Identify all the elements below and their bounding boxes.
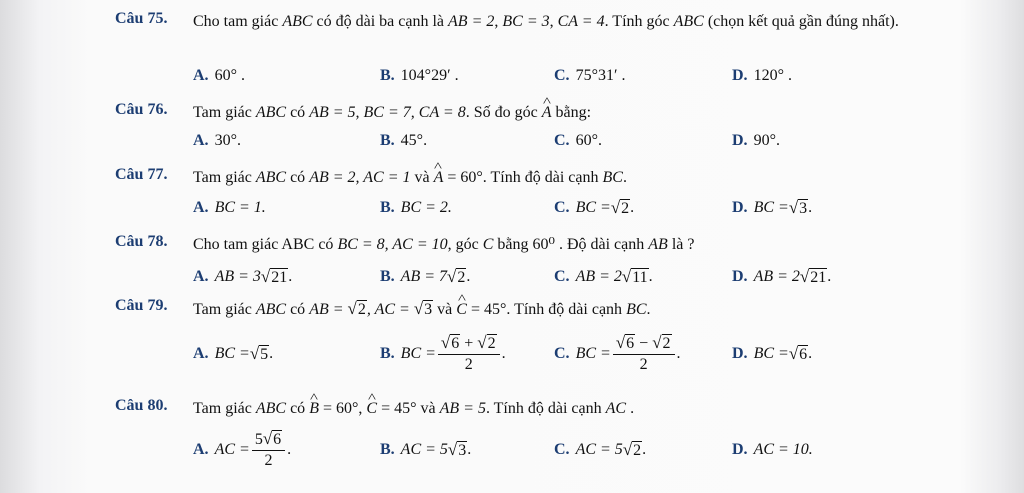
option-d[interactable]: D. 90°.	[732, 132, 780, 149]
option-a[interactable]: A. 30°.	[193, 132, 241, 149]
question-stem: Cho tam giác ABC có BC = 8, AC = 10, góc C bằng 60⁰ . Độ dài cạnh AB là ?	[193, 236, 695, 253]
option-c[interactable]: C. 75°31′ .	[554, 67, 626, 84]
option-b[interactable]: B. AB = 7 √2 .	[380, 267, 471, 286]
question-number: Câu 77.	[115, 166, 168, 183]
option-a[interactable]: A. AB = 3 √21 .	[193, 267, 293, 286]
option-c[interactable]: C. AC = 5 √2 .	[554, 440, 647, 459]
option-c[interactable]: C. 60°.	[554, 132, 602, 149]
question-stem: Tam giác ABC có AB = 2, AC = 1 và ^ A = 60°. Tính độ dài cạnh BC.	[193, 166, 914, 190]
option-d[interactable]: D. AC = 10.	[732, 441, 813, 458]
question-number: Câu 76.	[115, 101, 168, 118]
option-d[interactable]: D. BC = √3 .	[732, 198, 813, 217]
option-b[interactable]: B. BC = 2.	[380, 199, 452, 216]
answer-options	[0, 331, 1024, 377]
question-number: Câu 78.	[115, 233, 168, 250]
option-a[interactable]: A. BC = √5 .	[193, 344, 274, 363]
question-stem: Tam giác ABC có ^ B = 60°, ^ C = 45° và AB = 5. Tính độ dài cạnh AC .	[193, 397, 914, 421]
option-b[interactable]: B. 45°.	[380, 132, 428, 149]
option-b[interactable]: B. 104°29′ .	[380, 67, 459, 84]
option-a[interactable]: A. AC = $\frac{5√6}{2}$ .	[193, 429, 292, 469]
question-stem: Tam giác ABC có AB = 5, BC = 7, CA = 8. Số đo góc ^ A bằng:	[193, 101, 914, 125]
answer-options	[0, 121, 1024, 161]
question-number: Câu 80.	[115, 397, 168, 414]
question-stem: Tam giác ABC có AB = √2, AC = √3 và ^ C = 45°. Tính độ dài cạnh BC.	[193, 297, 914, 322]
option-a[interactable]: A. 60° .	[193, 67, 245, 84]
option-b[interactable]: B. AC = 5 √3 .	[380, 440, 472, 459]
option-b[interactable]: B. BC = $\frac{√6 + √2}{2}$ .	[380, 333, 506, 373]
option-d[interactable]: D. AB = 2 √21 .	[732, 267, 832, 286]
question-number: Câu 75.	[115, 10, 168, 27]
option-d[interactable]: D. BC = √6 .	[732, 344, 813, 363]
option-c[interactable]: C. AB = 2 √11 .	[554, 267, 653, 286]
option-a[interactable]: A. BC = 1.	[193, 199, 266, 216]
question-stem: Cho tam giác ABC có độ dài ba cạnh là AB = 2, BC = 3, CA = 4. Tính góc ABC (chọn kết quả gần đúng nhất).	[193, 13, 899, 30]
answer-options	[0, 257, 1024, 297]
option-d[interactable]: D. 120° .	[732, 67, 792, 84]
answer-options	[0, 427, 1024, 473]
option-c[interactable]: C. BC = $\frac{√6 - √2}{2}$ .	[554, 333, 681, 373]
answer-options	[0, 56, 1024, 96]
option-c[interactable]: C. BC = √2 .	[554, 198, 635, 217]
question-number: Câu 79.	[115, 297, 168, 314]
answer-options	[0, 188, 1024, 228]
